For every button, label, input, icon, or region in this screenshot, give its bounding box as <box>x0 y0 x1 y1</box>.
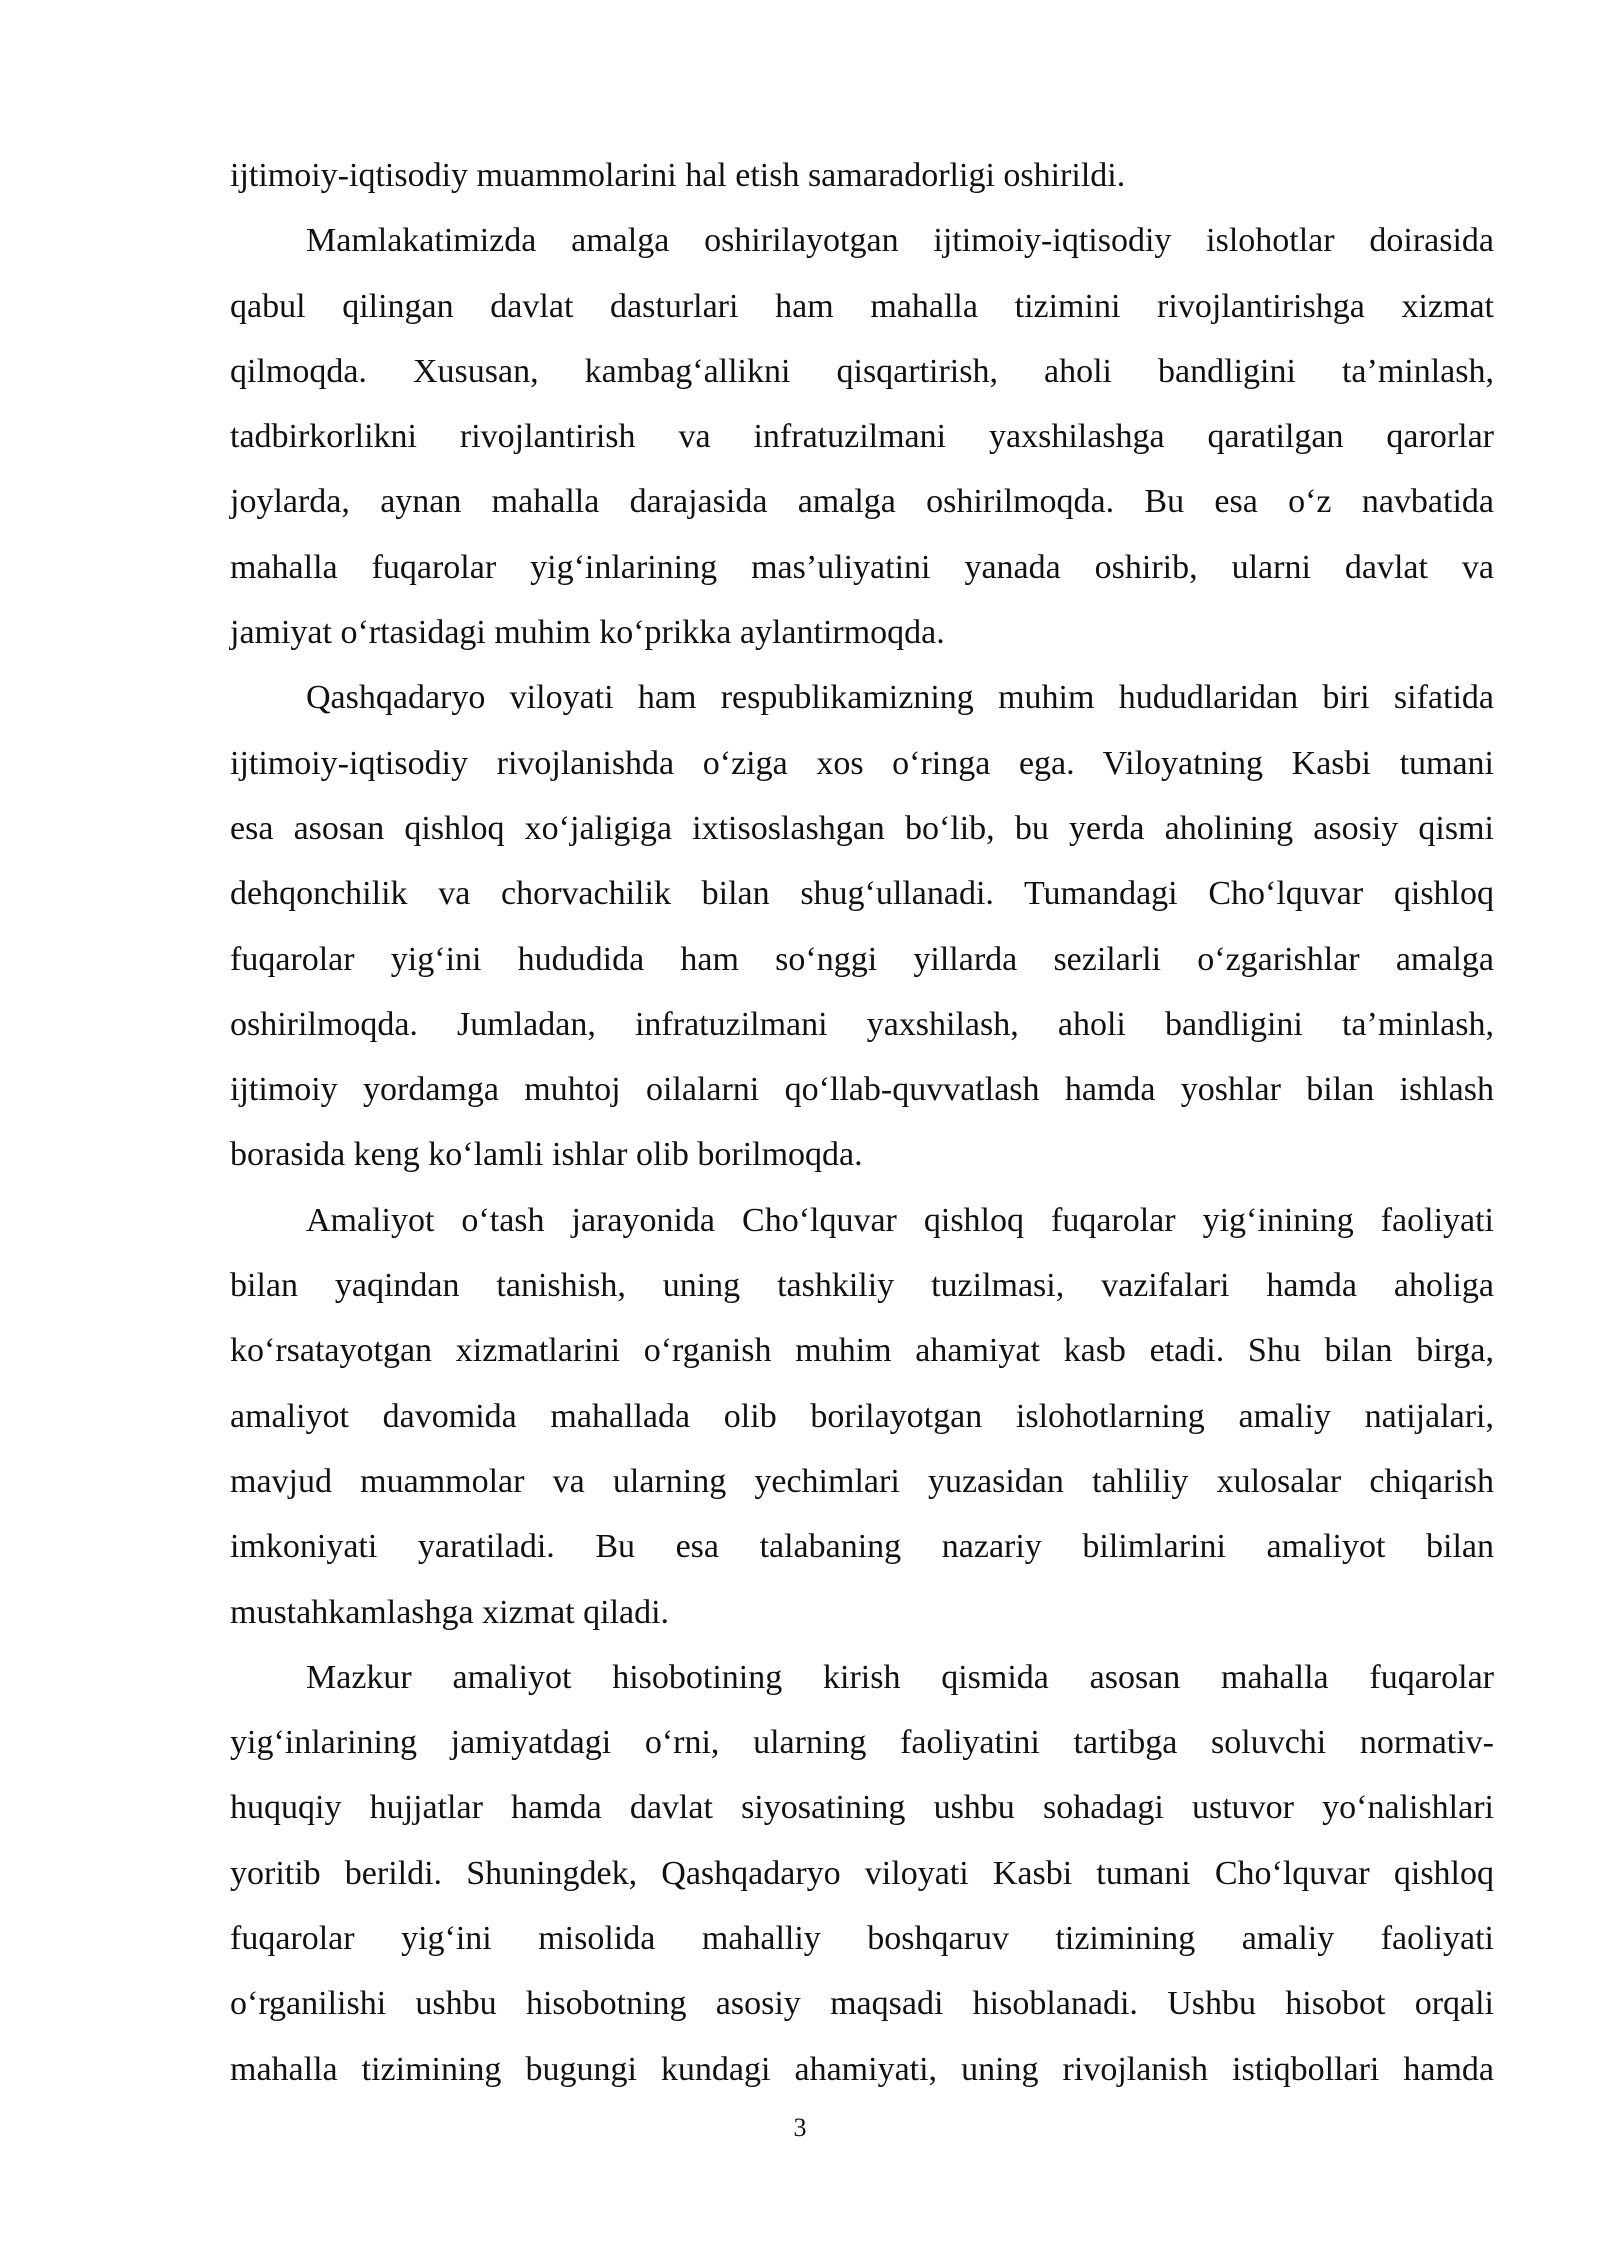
text-line: bilan yaqindan tanishish, uning tashkiliy tuzilmasi, vazifalari hamda aholiga <box>230 1267 1494 1305</box>
text-line: huquqiy hujjatlar hamda davlat siyosatining ushbu sohadagi ustuvor yo‘nalishlari <box>230 1789 1494 1827</box>
paragraph-first-line: Qashqadaryo viloyati ham respublikamizning muhim hududlaridan biri sifatida <box>306 679 1494 717</box>
text-line: mavjud muammolar va ularning yechimlari yuzasidan tahliliy xulosalar chiqarish <box>230 1462 1494 1500</box>
text-line: mustahkamlashga xizmat qiladi. <box>230 1593 670 1631</box>
text-line: joylarda, aynan mahalla darajasida amalga oshirilmoqda. Bu esa o‘z navbatida <box>230 483 1494 521</box>
text-line: qilmoqda. Xususan, kambag‘allikni qisqartirish, aholi bandligini ta’minlash, <box>230 352 1494 390</box>
text-line: ijtimoiy yordamga muhtoj oilalarni qo‘llab-quvvatlash hamda yoshlar bilan ishlash <box>230 1071 1494 1109</box>
page-number: 3 <box>793 2113 807 2142</box>
text-line: amaliyot davomida mahallada olib borilayotgan islohotlarning amaliy natijalari, <box>230 1397 1494 1435</box>
text-line: oshirilmoqda. Jumladan, infratuzilmani yaxshilash, aholi bandligini ta’minlash, <box>230 1005 1494 1043</box>
text-line: ko‘rsatayotgan xizmatlarini o‘rganish muhim ahamiyat kasb etadi. Shu bilan birga, <box>230 1332 1494 1370</box>
paragraph-first-line: Mazkur amaliyot hisobotining kirish qismida asosan mahalla fuqarolar <box>306 1658 1494 1696</box>
text-line: imkoniyati yaratiladi. Bu esa talabaning nazariy bilimlarini amaliyot bilan <box>230 1528 1494 1566</box>
text-line: qabul qilingan davlat dasturlari ham mahalla tizimini rivojlantirishga xizmat <box>230 287 1494 325</box>
text-line: dehqonchilik va chorvachilik bilan shug‘ullanadi. Tumandagi Cho‘lquvar qishloq <box>230 875 1494 913</box>
text-line: tadbirkorlikni rivojlantirish va infratuzilmani yaxshilashga qaratilgan qarorlar <box>230 418 1494 456</box>
text-line: fuqarolar yig‘ini misolida mahalliy boshqaruv tizimining amaliy faoliyati <box>230 1920 1494 1958</box>
text-line: yoritib berildi. Shuningdek, Qashqadaryo viloyati Kasbi tumani Cho‘lquvar qishloq <box>230 1854 1494 1892</box>
text-line: mahalla tizimining bugungi kundagi ahamiyati, uning rivojlanish istiqbollari hamda <box>230 2050 1494 2088</box>
text-line: jamiyat o‘rtasidagi muhim ko‘prikka aylantirmoqda. <box>230 614 945 652</box>
text-line: mahalla fuqarolar yig‘inlarining mas’uliyatini yanada oshirib, ularni davlat va <box>230 548 1494 586</box>
text-line: fuqarolar yig‘ini hududida ham so‘nggi yillarda sezilarli o‘zgarishlar amalga <box>230 940 1494 978</box>
text-line: esa asosan qishloq xo‘jaligiga ixtisoslashgan bo‘lib, bu yerda aholining asosiy qismi <box>230 809 1494 847</box>
text-line: ijtimoiy-iqtisodiy muammolarini hal etish samaradorligi oshirildi. <box>230 157 1126 194</box>
text-line: borasida keng ko‘lamli ishlar olib borilmoqda. <box>230 1136 863 1174</box>
text-line: yig‘inlarining jamiyatdagi o‘rni, ularning faoliyatini tartibga soluvchi normativ- <box>230 1724 1494 1762</box>
paragraph-first-line: Amaliyot o‘tash jarayonida Cho‘lquvar qishloq fuqarolar yig‘inining faoliyati <box>306 1201 1494 1239</box>
body-text <box>230 150 1494 2109</box>
text-line: ijtimoiy-iqtisodiy rivojlanishda o‘ziga xos o‘ringa ega. Viloyatning Kasbi tumani <box>230 744 1494 782</box>
paragraph-first-line: Mamlakatimizda amalga oshirilayotgan ijtimoiy-iqtisodiy islohotlar doirasida <box>306 222 1494 260</box>
text-line: o‘rganilishi ushbu hisobotning asosiy maqsadi hisoblanadi. Ushbu hisobot orqali <box>230 1985 1494 2023</box>
